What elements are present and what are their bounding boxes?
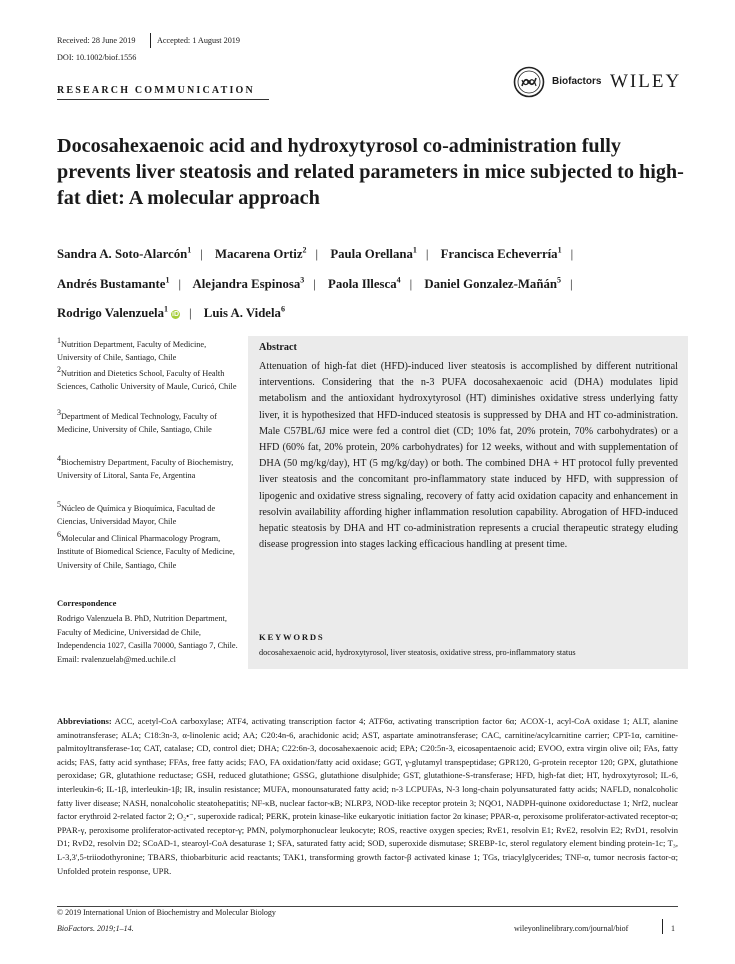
- keywords-text: docosahexaenoic acid, hydroxytyrosol, liver steatosis, oxidative stress, pro-inflammatory status: [259, 648, 576, 657]
- page-number: 1: [671, 924, 675, 933]
- abbreviations-label: Abbreviations:: [57, 716, 112, 726]
- article-title: Docosahexaenoic acid and hydroxytyrosol co-administration fully prevents liver steatosis and related parameters in mice subjected to high-fat diet: A molecular approach: [57, 135, 684, 209]
- copyright: © 2019 International Union of Biochemistry and Molecular Biology: [57, 908, 276, 917]
- abstract-title: Abstract: [259, 342, 297, 353]
- author[interactable]: Andrés Bustamante$^1$: [57, 275, 170, 291]
- author[interactable]: Rodrigo Valenzuela$^1$iD: [57, 304, 180, 320]
- orcid-icon[interactable]: iD: [172, 310, 180, 318]
- affiliation: $^4$Biochemistry Department, Faculty of Biochemistry, University of Litoral, Santa Fe, Argentina: [57, 454, 234, 481]
- affiliation: $^5$Núcleo de Química y Bioquímica, Facultad de Ciencias, Universidad Mayor, Chile: [57, 500, 216, 527]
- affiliation: $^6$Molecular and Clinical Pharmacology Program, Institute of Biomedical Science, Faculty of Medicine, University of Chile, Santiago, Chile: [57, 530, 235, 570]
- publisher-logo: WILEY: [610, 71, 682, 92]
- abstract-text: Attenuation of high-fat diet (HFD)-induced liver steatosis is accomplished by different nutritional interventions. Considering that the n-3 PUFA docosahexaenoic acid (DHA) modulates lipid metabolism and the antioxidant hydroxytyrosol (HT) diminishes oxidative stress underlying fatty liver, it is hypothesized that HFD-induced steatosis is suppressed by DHA and HT co-administration. Male C57BL/6J mice were fed a control diet (CD; 10% fat, 20% protein, 70% carbohydrates) or a HFD (60% fat, 20% protein, 20% carbohydrates) for 12 weeks, without and with supplementation of DHA (50 mg/kg/day), HT (5 mg/kg/day) or both. The combined DHA + HT protocol fully prevented liver steatosis and the concomitant pro-inflammatory state induced by HFD, with suppression of lipogenic and oxidative stress signaling, recovery of fatty acid oxidation capacity and enhancement in resolvin availability affording higher inflammation resolution capability. Abrogation of HFD-induced hepatic steatosis by DHA and HT co-administration represents a crucial therapeutic strategy eluding disease progression into stages lacking efficacious handling at present time.: [259, 361, 678, 551]
- section-underline: [57, 99, 269, 100]
- journal-citation: BioFactors. 2019;1–14.: [57, 924, 134, 933]
- accepted-date: Accepted: 1 August 2019: [157, 36, 240, 45]
- author[interactable]: Francisca Echeverría$^1$: [440, 246, 562, 262]
- author[interactable]: Sandra A. Soto-Alarcón$^1$: [57, 246, 192, 262]
- author-list: Sandra A. Soto-Alarcón$^1$ | Macarena Ortiz$^2$ | Paula Orellana$^1$ | Francisca Echeverría$^1$ | Andrés Bustamante$^1$ | Alejandra Espinosa$^3$ | Paola Illesca$^4$ | Daniel Gonzalez-Mañán$^5$ | Rodrigo Valenzuela$^1$iD | Luis A. Videla$^6$: [57, 246, 574, 320]
- affiliation: $^2$Nutrition and Dietetics School, Faculty of Health Sciences, Catholic University of Maule, Curicó, Chile: [57, 365, 237, 392]
- journal-url[interactable]: wileyonlinelibrary.com/journal/biof: [514, 924, 629, 933]
- abbreviations: [57, 715, 678, 878]
- header-divider: [150, 33, 151, 48]
- section-label: RESEARCH COMMUNICATION: [57, 85, 255, 96]
- keywords-title: KEYWORDS: [259, 632, 325, 642]
- author[interactable]: Macarena Ortiz$^2$: [215, 246, 307, 262]
- author[interactable]: Daniel Gonzalez-Mañán$^5$: [424, 275, 561, 291]
- author[interactable]: Paola Illesca$^4$: [328, 275, 401, 291]
- affiliation: $^3$Department of Medical Technology, Faculty of Medicine, University of Chile, Santiago, Chile: [57, 408, 217, 435]
- affiliation: $^1$Nutrition Department, Faculty of Medicine, University of Chile, Santiago, Chile: [57, 336, 207, 363]
- correspondence-title: Correspondence: [57, 598, 117, 608]
- footer-rule: [57, 906, 678, 907]
- doi[interactable]: DOI: 10.1002/biof.1556: [57, 53, 137, 62]
- author[interactable]: Luis A. Videla$^6$: [203, 304, 285, 320]
- footer-divider: [662, 919, 663, 934]
- author[interactable]: Alejandra Espinosa$^3$: [192, 275, 305, 291]
- author[interactable]: Paula Orellana$^1$: [330, 246, 417, 262]
- correspondence-text: Rodrigo Valenzuela B. PhD, Nutrition Department, Faculty of Medicine, Universidad de Chile, Independencia 1027, Casilla 70000, Santiago 7, Chile. Email: rvalenzuelab@med.uchile.cl: [57, 614, 238, 664]
- abbreviations-text: ACC, acetyl-CoA carboxylase; ATF4, activating transcription factor 4; ATF6α, activating transcription factor 6α; ACOX-1, acyl-CoA oxidase 1; ALT, alanine aminotransferase; ALA; C18:3n-3, α-linolenic acid; AA; C20:4n-6, arachidonic acid; AST, aspartate aminotransferase; CAC, carnitine/acylcarnitine carrier; CPT-1α, carnitine-palmitoyltransferase-1α; CAT, catalase; CD, control diet; DHA; C22:6n-3, docosahexaenoic acid; EPA; C20:5n-3, eicosapentaenoic acid; EVOO, extra virgin olive oil; FAs, fatty acids; FAS, fatty acid synthase; FFAs, free fatty acids; FAO, FA oxidation/fatty acid oxidase; GGT, γ-glutamyl transpeptidase; GPR120, G-protein receptor 120; GPX, glutathione peroxidase; GR, glutathione reductase; GSH, reduced glutathione; GSSG, glutathione disulphide; GST, glutathione-S-transferase; HFD, high-fat diet; HT, hydroxytyrosol; IL-6, interleukin-6; IL-1β, interleukin-1β; IR, insulin resistance; MUFA, monounsaturated fatty acid; n-3 LCPUFAs, N-3 long-chain polyunsaturated fatty acids; NAFLD, nonalcoholic fatty liver disease; NASH, nonalcoholic steatohepatitis; NF-κB, nuclear factor-κB; NLRP3, NOD-like receptor protein 3; NQO1, NADPH-quinone oxidoreductase 1; Nrf2, nuclear factor erythroid 2-related factor 2; O₂•⁻, superoxide radical; PERK, protein kinase-like eukaryotic initiation factor 2α kinase; PPAR-α, peroxisome proliferator-activated receptor-α; PPAR-γ, peroxisome proliferator-activated receptor-γ; PMN, polymorphonuclear leukocyte; ROS, reactive oxygen species; RvE1, resolvin E1; RvE2, resolvin E2; RvD1, resolvin D1; RvD2, resolvin D2; SCoAD-1, stearoyl-CoA desaturase 1; SFA, saturated fatty acid; SOD, superoxide dismutase; SREBP-1c, sterol regulatory element binding protein-1c; T₃, L-3,3',5-triiodothyronine; TBARS, thiobarbituric acid reactants; TAK1, transforming growth factor-β activated kinase 1; TGs, triacylglycerides; TNF-α, tumor necrosis factor-α; Unfolded protein response, UPR.: [57, 716, 678, 876]
- journal-logo-icon: [513, 66, 545, 98]
- journal-name: Biofactors: [552, 76, 602, 87]
- received-date: Received: 28 June 2019: [57, 36, 136, 45]
